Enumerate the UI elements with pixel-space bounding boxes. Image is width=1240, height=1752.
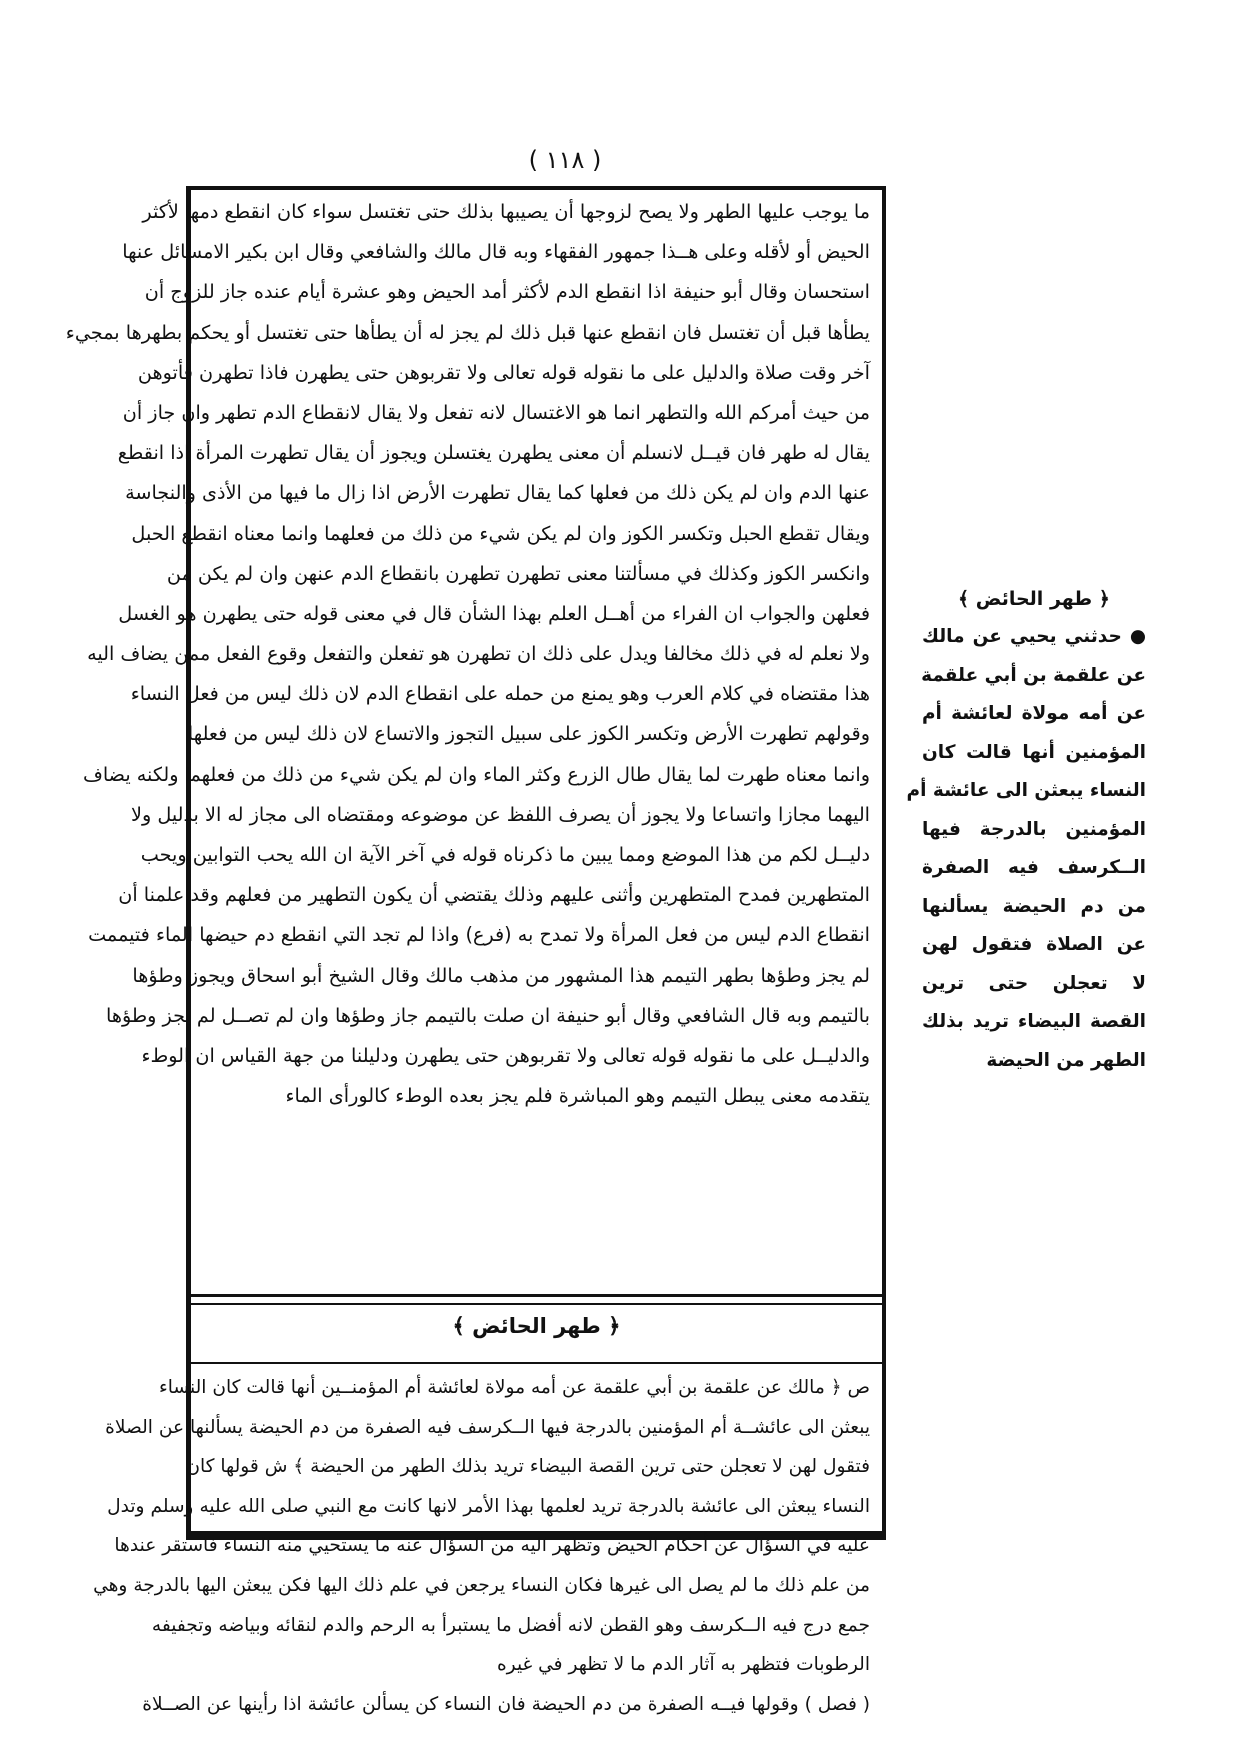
margin-note-line: الطهر من الحيضة [986, 1049, 1146, 1071]
text-frame [65, 186, 886, 1715]
commentary-line: من علم ذلك ما لم يصل الى غيرها فكان النساء يرجعن في علم ذلك اليها فكن يبعثن اليها بالدرجة وهي [93, 1574, 870, 1596]
commentary-line: يبعثن الى عائشــة أم المؤمنين بالدرجة فيها الــكرسف فيه الصفرة من دم الحيضة يسألنها عن الصلاة [105, 1416, 870, 1438]
section-heading: ﴿ طهر الحائض ﴾ [452, 1314, 621, 1338]
commentary-line: الرطوبات فتظهر به آثار الدم ما لا تظهر في غيره [496, 1654, 870, 1676]
commentary-line: ( فصل ) وقولها فيــه الصفرة من دم الحيضة فان النساء كن يسألن عائشة اذا رأينها عن الصــلاة [142, 1693, 870, 1715]
commentary-line: ص ﴿ مالك عن علقمة بن أبي علقمة عن أمه مولاة لعائشة أم المؤمنــين أنها قالت كان النساء [158, 1377, 870, 1398]
page-number: ( ١١٨ ) [528, 146, 602, 174]
margin-note-line: عن الصلاة فتقول لهن [922, 934, 1146, 955]
main-text-line: المتطهرين فمدح المتطهرين وأثنى عليهم وذلك يقتضي أن يكون التطهير من فعلهم وقد علمنا أن [118, 883, 870, 907]
main-text-line: هذا مقتضاه في كلام العرب وهو يمنع من حمله على انقطاع الدم لان ذلك ليس من فعل النساء [130, 682, 870, 706]
main-text-line: ولا نعلم له في ذلك مخالفا ويدل على ذلك ان تطهرن هو تفعلن والتفعل وقوع الفعل ممن يضاف اليه [87, 642, 870, 666]
commentary-line: جمع درج فيه الــكرسف وهو القطن لانه أفضل ما يستبرأ به الرحم والدم لنقائه وبياضه وتجفيفه [151, 1614, 870, 1636]
margin-note-heading: ﴿ طهر الحائض ﴾ [958, 588, 1110, 610]
margin-note-line: ● حدثني يحيي عن مالك [922, 626, 1146, 647]
margin-note-line: عن علقمة بن أبي علقمة [921, 664, 1146, 686]
main-text-line: اليهما مجازا واتساعا ولا يجوز أن يصرف اللفظ عن موضوعه ومقتضاه الى مجاز له الا بدليل ولا [131, 802, 870, 826]
main-text [65, 192, 870, 1116]
commentary-divider [191, 1362, 882, 1364]
margin-note-line: القصة البيضاء تريد بذلك [922, 1011, 1146, 1032]
main-text-line: ما يوجب عليها الطهر ولا يصح لزوجها أن يصيبها بذلك حتى تغتسل سواء كان انقطع دمها لأكثر [142, 200, 870, 223]
margin-note-line: من دم الحيضة يسألنها [922, 895, 1146, 917]
margin-note [906, 580, 1146, 1080]
main-text-line: دليــل لكم من هذا الموضع ومما يبين ما ذكرناه قوله في آخر الآية ان الله يحب التوابين ويحب [140, 843, 870, 866]
commentary-line: فتقول لهن لا تعجلن حتى ترين القصة البيضاء تريد بذلك الطهر من الحيضة ﴾ ش قولها كان [186, 1456, 870, 1478]
main-text-line: فعلهن والجواب ان الفراء من أهــل العلم بهذا الشأن قال في معنى قوله حتى يطهرن هو الغسل [118, 601, 870, 625]
main-text-line: انقطاع الدم ليس من فعل المرأة ولا تمدح به (فرع) واذا لم تجد التي انقطع دم حيضها الماء فتيممت [88, 923, 870, 947]
margin-note-line: الــكرسف فيه الصفرة [922, 857, 1146, 878]
main-text-line: يطأها قبل أن تغتسل فان انقطع عنها قبل ذلك لم يجز له أن يطأها حتى تغتسل أو يحكم بطهرها بمجيء [65, 320, 870, 344]
commentary-line: النساء يبعثن الى عائشة بالدرجة تريد لعلمها بهذا الأمر لانها كانت مع النبي صلى الله عليه وسلم وتدل [107, 1495, 870, 1517]
main-text-line: بالتيمم وبه قال الشافعي وقال أبو حنيفة ان صلت بالتيمم جاز وطؤها وان لم تصــل لم يجز وطؤها [106, 1003, 870, 1027]
margin-note-line: المؤمنين أنها قالت كان [922, 741, 1146, 763]
main-text-line: وانما معناه طهرت لما يقال طال الزرع وكثر الماء وان لم يكن شيء من ذلك من فعلهما ولكنه يضاف [82, 762, 870, 786]
main-text-line: والدليــل على ما نقوله قوله تعالى ولا تقربوهن حتى يطهرن ودليلنا من جهة القياس ان الوطء [141, 1043, 870, 1067]
main-text-line: من حيث أمركم الله والتطهر انما هو الاغتسال لانه تفعل ولا يقال لانقطاع الدم تطهر وان جاز أن [122, 400, 870, 424]
margin-note-line: عن أمه مولاة لعائشة أم [922, 703, 1146, 724]
commentary-text [93, 1368, 870, 1724]
commentary-line: عليه في السؤال عن أحكام الحيض وتظهر اليه من السؤال عنه ما يستحيي منه النساء فاستقر عندها [114, 1535, 870, 1557]
section-divider [191, 1294, 882, 1305]
main-text-line: عنها الدم وان لم يكن ذلك من فعلها كما يقال تطهرت الأرض اذا زال ما فيها من الأذى والنجاسة [125, 481, 870, 505]
main-text-line: لم يجز وطؤها بطهر التيمم هذا المشهور من مذهب مالك وقال الشيخ أبو اسحاق ويجوز وطؤها [132, 963, 870, 987]
main-text-line: يتقدمه معنى يبطل التيمم وهو المباشرة فلم يجز بعده الوطء كالورأى الماء [285, 1084, 870, 1108]
main-text-line: آخر وقت صلاة والدليل على ما نقوله قوله تعالى ولا تقربوهن حتى يطهرن فاذا تطهرن فأتوهن [137, 360, 870, 384]
main-text-line: وانكسر الكوز وكذلك في مسألتنا معنى تطهرن تطهرن بانقطاع الدم عنهن وان لم يكن من [166, 561, 870, 585]
main-text-line: استحسان وقال أبو حنيفة اذا انقطع الدم لأكثر أمد الحيض وهو عشرة أيام عنده جاز للزوج أن [144, 280, 870, 304]
main-text-line: وقولهم تطهرت الأرض وتكسر الكوز على سبيل التجوز والاتساع لان ذلك ليس من فعلها [187, 722, 870, 746]
margin-note-line: المؤمنين بالدرجة فيها [922, 818, 1146, 840]
main-text-line: ويقال تقطع الحبل وتكسر الكوز وان لم يكن شيء من ذلك من فعلهما وانما معناه انقطع الحبل [131, 521, 870, 545]
main-text-line: يقال له طهر فان قيــل لانسلم أن معنى يطهرن يغتسلن ويجوز أن يقال تطهرت المرأة اذا انقطع [117, 441, 870, 465]
margin-note-line: النساء يبعثن الى عائشة أم [906, 780, 1146, 801]
main-text-line: الحيض أو لأقله وعلى هــذا جمهور الفقهاء وبه قال مالك والشافعي وقال ابن بكير الامسائل عنها [122, 240, 870, 264]
margin-note-line: لا تعجلن حتى ترين [922, 972, 1146, 994]
